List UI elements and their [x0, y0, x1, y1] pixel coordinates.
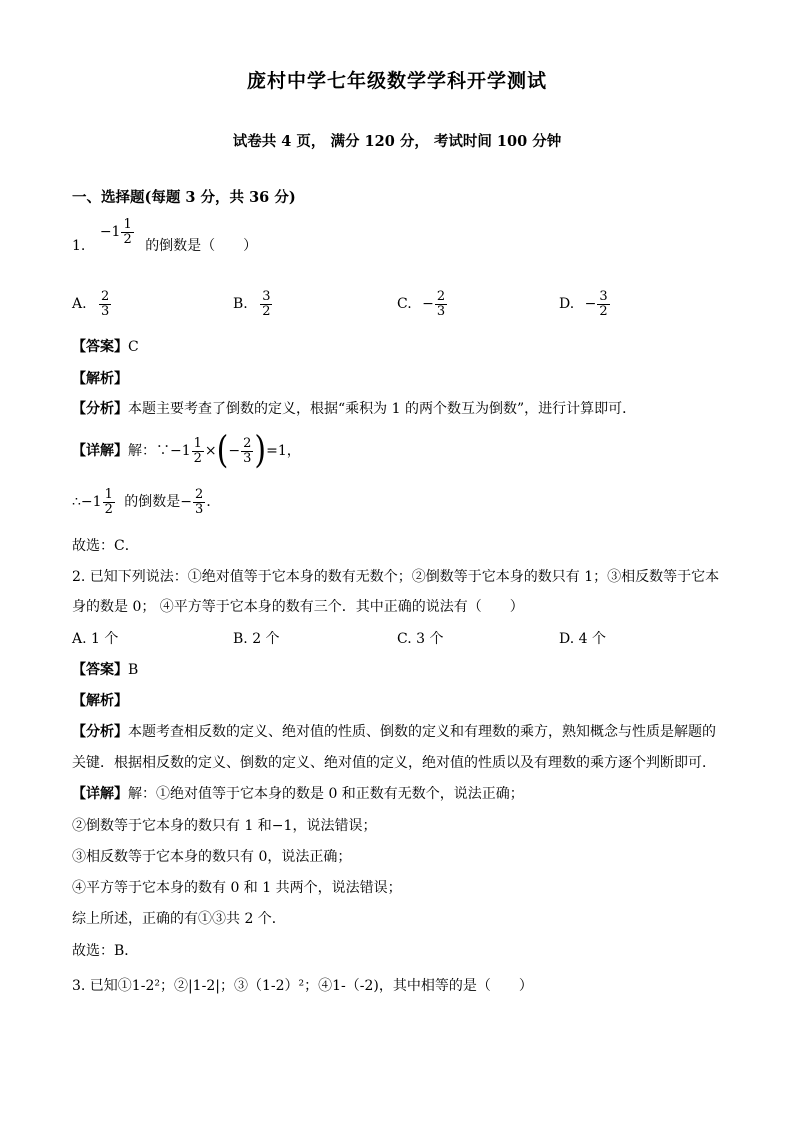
option-c: C. 3 个 — [397, 631, 444, 647]
mixed-number-whole: −1 — [99, 224, 121, 241]
analysis-2-heading: 【解析】 — [72, 693, 128, 709]
answer-2: 【答案】B — [72, 662, 139, 678]
section-heading: 一、选择题(每题 3 分，共 36 分) — [72, 189, 296, 206]
question-2-line-1: 2. 已知下列说法：①绝对值等于它本身的数有无数个；②倒数等于它本身的数只有 1；③相反数等于它本 — [72, 569, 720, 585]
detail-2-line-2: ②倒数等于它本身的数只有 1 和−1，说法错误； — [72, 818, 377, 834]
option-d: D. − $\frac{3}{2}$ — [559, 289, 608, 319]
question-number: 1. — [72, 238, 86, 255]
detail-2-line-4: ④平方等于它本身的数有 0 和 1 共两个，说法错误； — [72, 880, 402, 896]
option-a: A. 1 个 — [72, 631, 119, 647]
answer-1: 【答案】C — [72, 339, 139, 355]
conclusion-1: 故选：C． — [72, 538, 139, 554]
question-1-stem — [72, 217, 258, 260]
detail-1-equation: 【详解】解：∵−1 $\frac{1}{2}$ ×(− $\frac{2}{3}$ )=1， — [72, 428, 301, 473]
option-b: B. $\frac{3}{2}$ — [233, 289, 271, 319]
analysis-2-fenxi-line-1: 【分析】本题考查相反数的定义、绝对值的性质、倒数的定义和有理数的乘方，熟知概念与性质是解题的 — [72, 724, 716, 740]
conclusion-2: 故选：B． — [72, 943, 139, 959]
option-d: D. 4 个 — [559, 631, 606, 647]
page-title: 庞村中学七年级数学学科开学测试 — [246, 70, 547, 92]
question-3-stem: 3. 已知①1-2²；②|1-2|；③（1-2）²；④1-（-2)，其中相等的是（ ） — [72, 978, 533, 994]
option-b: B. 2 个 — [233, 631, 280, 647]
exam-info: 试卷共 4 页， 满分 120 分， 考试时间 100 分钟 — [232, 133, 562, 150]
option-a: A. $\frac{2}{3}$ — [72, 289, 110, 319]
summary-2: 综上所述，正确的有①③共 2 个． — [72, 911, 286, 927]
question-2-line-2: 身的数是 0； ④平方等于它本身的数有三个．其中正确的说法有（ ） — [72, 599, 524, 615]
detail-1-therefore: ∴−1 $\frac{1}{2}$ 的倒数是− $\frac{2}{3}$ ． — [72, 487, 221, 517]
question-1-text: 的倒数是（ ） — [145, 238, 258, 255]
detail-2-line-1: 【详解】解：①绝对值等于它本身的数是 0 和正数有无数个，说法正确； — [72, 786, 524, 802]
mixed-number-fraction: $\frac{1}{2}$ — [123, 217, 132, 247]
analysis-1-fenxi: 【分析】本题主要考查了倒数的定义，根据“乘积为 1 的两个数互为倒数”，进行计算即可． — [72, 401, 637, 417]
detail-2-line-3: ③相反数等于它本身的数只有 0，说法正确； — [72, 849, 352, 865]
option-c: C. − $\frac{2}{3}$ — [397, 289, 446, 319]
analysis-1-heading: 【解析】 — [72, 371, 128, 387]
analysis-2-fenxi-line-2: 关键．根据相反数的定义、倒数的定义、绝对值的定义，绝对值的性质以及有理数的乘方逐个判断即可． — [72, 755, 716, 771]
